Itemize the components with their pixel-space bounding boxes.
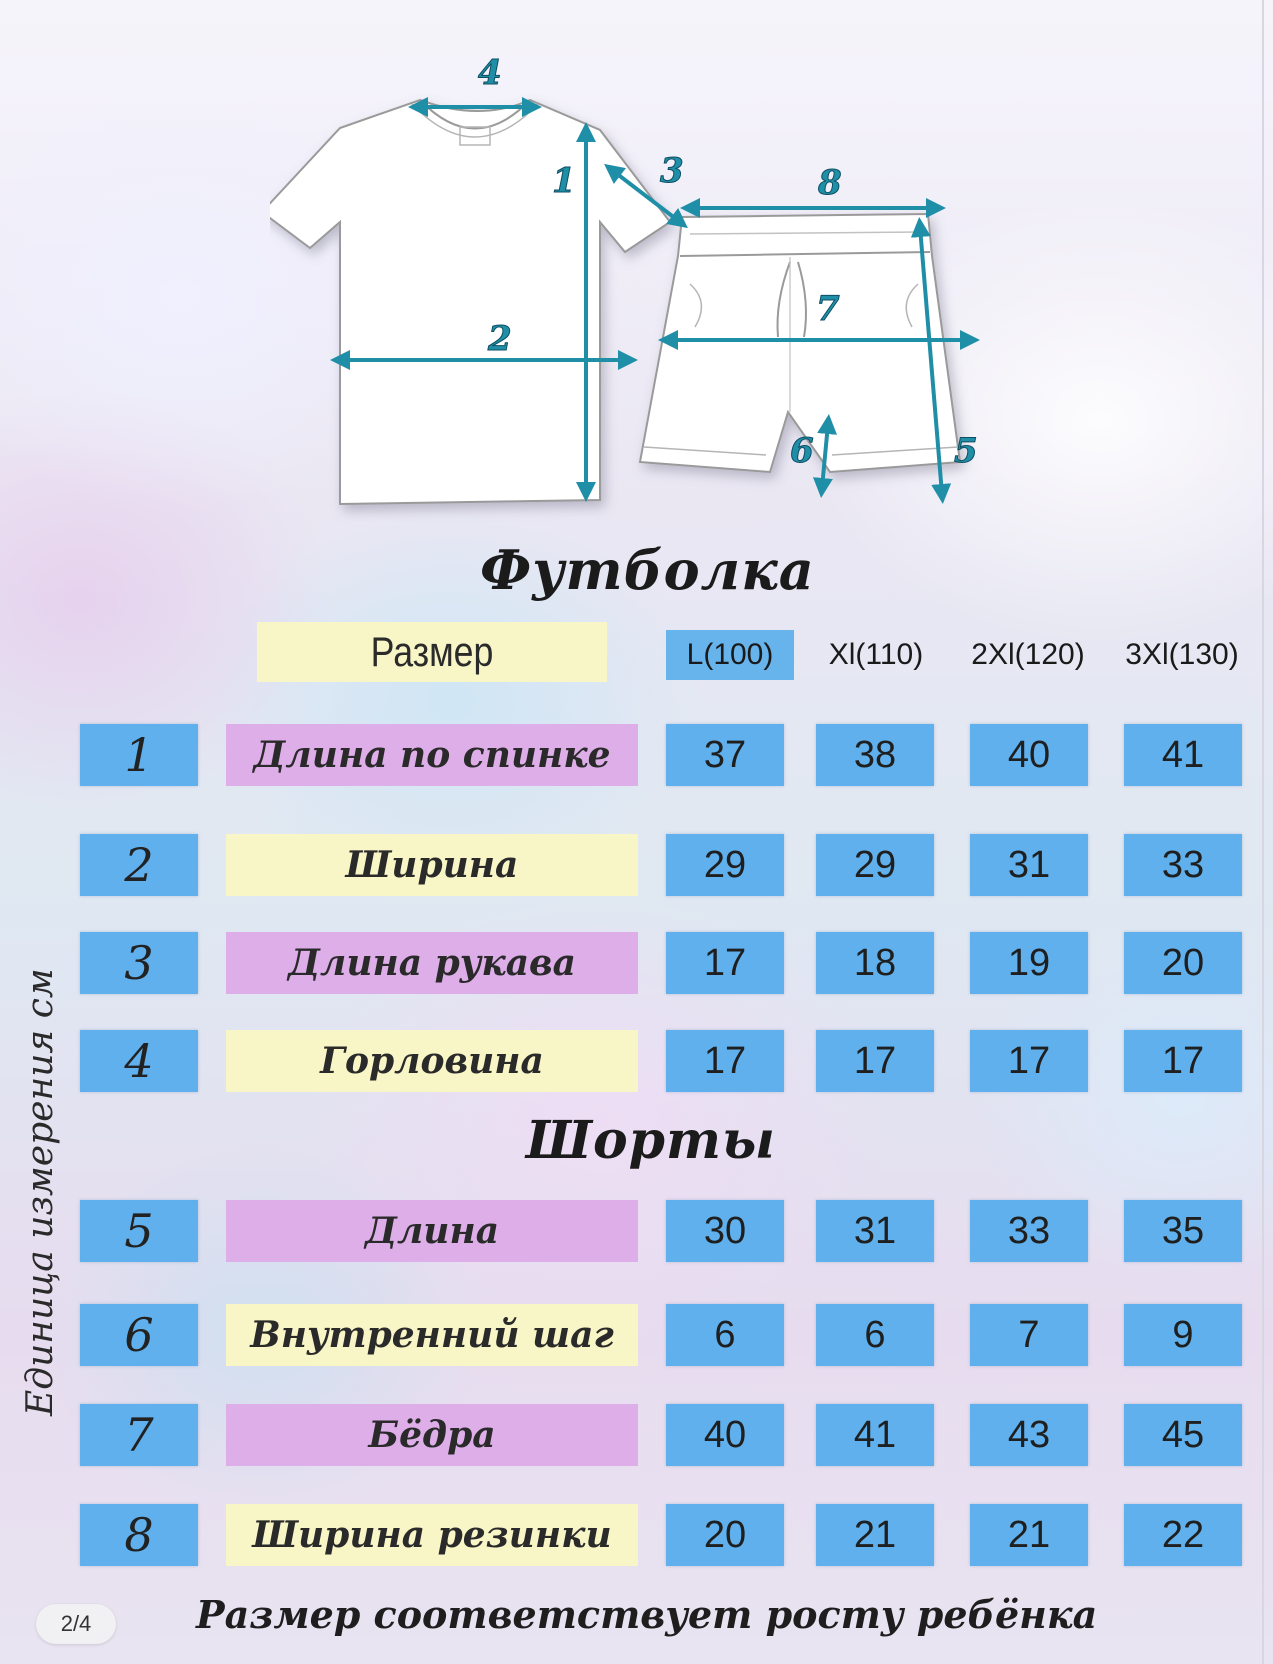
shorts-row-7: [0, 1404, 1264, 1466]
value-cell: 17: [666, 1030, 784, 1092]
value-cell: 17: [816, 1030, 934, 1092]
value-cell: 18: [816, 932, 934, 994]
value-cell: 41: [816, 1404, 934, 1466]
value-cell: 31: [816, 1200, 934, 1262]
shorts-row-6: [0, 1304, 1264, 1366]
row-number: 4: [80, 1030, 198, 1092]
tshirt-row-4: [0, 1030, 1264, 1092]
page-indicator: 2/4: [36, 1604, 116, 1644]
value-cell: 17: [1124, 1030, 1242, 1092]
diagram-label-5: 5: [954, 431, 978, 471]
size-header-label: Размер: [257, 622, 607, 682]
size-column-3xl130: 3Xl(130): [1125, 638, 1239, 671]
shorts-section-title: Шорты: [526, 1110, 776, 1171]
value-cell: 43: [970, 1404, 1088, 1466]
tshirt-row-3: [0, 932, 1264, 994]
tshirt-drawing: [270, 100, 670, 504]
value-cell: 9: [1124, 1304, 1242, 1366]
value-cell: 30: [666, 1200, 784, 1262]
size-column-xl110: Xl(110): [828, 638, 924, 671]
garment-diagram: [270, 52, 1010, 522]
diagram-label-4: 4: [478, 53, 502, 93]
value-cell: 17: [666, 932, 784, 994]
value-cell: 29: [666, 834, 784, 896]
value-cell: 35: [1124, 1200, 1242, 1262]
value-cell: 20: [666, 1504, 784, 1566]
value-cell: 37: [666, 724, 784, 786]
value-cell: 19: [970, 932, 1088, 994]
value-cell: 6: [816, 1304, 934, 1366]
value-cell: 40: [666, 1404, 784, 1466]
row-number: 5: [80, 1200, 198, 1262]
diagram-label-2: 2: [488, 319, 512, 359]
value-cell: 6: [666, 1304, 784, 1366]
measurement-label: Ширина резинки: [226, 1504, 638, 1566]
value-cell: 38: [816, 724, 934, 786]
value-cell: 29: [816, 834, 934, 896]
measurement-label: Горловина: [226, 1030, 638, 1092]
row-number: 6: [80, 1304, 198, 1366]
shorts-row-8: [0, 1504, 1264, 1566]
measurement-label: Внутренний шаг: [226, 1304, 638, 1366]
footer-note: Размер соответствует росту ребёнка: [196, 1592, 1098, 1637]
measurement-label: Бёдра: [226, 1404, 638, 1466]
tshirt-row-2: [0, 834, 1264, 896]
value-cell: 20: [1124, 932, 1242, 994]
measurement-label: Длина: [226, 1200, 638, 1262]
measurement-label: Длина по спинке: [226, 724, 638, 786]
diagram-label-1: 1: [552, 161, 576, 201]
value-cell: 21: [816, 1504, 934, 1566]
value-cell: 33: [970, 1200, 1088, 1262]
row-number: 7: [80, 1404, 198, 1466]
measurement-label: Ширина: [226, 834, 638, 896]
value-cell: 21: [970, 1504, 1088, 1566]
size-column-l100: L(100): [666, 630, 794, 680]
row-number: 1: [80, 724, 198, 786]
value-cell: 40: [970, 724, 1088, 786]
value-cell: 31: [970, 834, 1088, 896]
diagram-label-6: 6: [790, 431, 814, 471]
diagram-label-8: 8: [818, 163, 842, 203]
value-cell: 45: [1124, 1404, 1242, 1466]
size-column-2xl120: 2Xl(120): [971, 638, 1085, 671]
diagram-label-3: 3: [660, 151, 684, 191]
tshirt-section-title: Футболка: [480, 538, 815, 602]
shorts-row-5: [0, 1200, 1264, 1262]
unit-of-measure-label: Единица измерения см: [20, 968, 61, 1416]
value-cell: 41: [1124, 724, 1242, 786]
row-number: 8: [80, 1504, 198, 1566]
value-cell: 17: [970, 1030, 1088, 1092]
measurement-label: Длина рукава: [226, 932, 638, 994]
row-number: 2: [80, 834, 198, 896]
value-cell: 22: [1124, 1504, 1242, 1566]
value-cell: 7: [970, 1304, 1088, 1366]
tshirt-row-1: [0, 724, 1264, 786]
row-number: 3: [80, 932, 198, 994]
diagram-label-7: 7: [816, 289, 840, 329]
value-cell: 33: [1124, 834, 1242, 896]
